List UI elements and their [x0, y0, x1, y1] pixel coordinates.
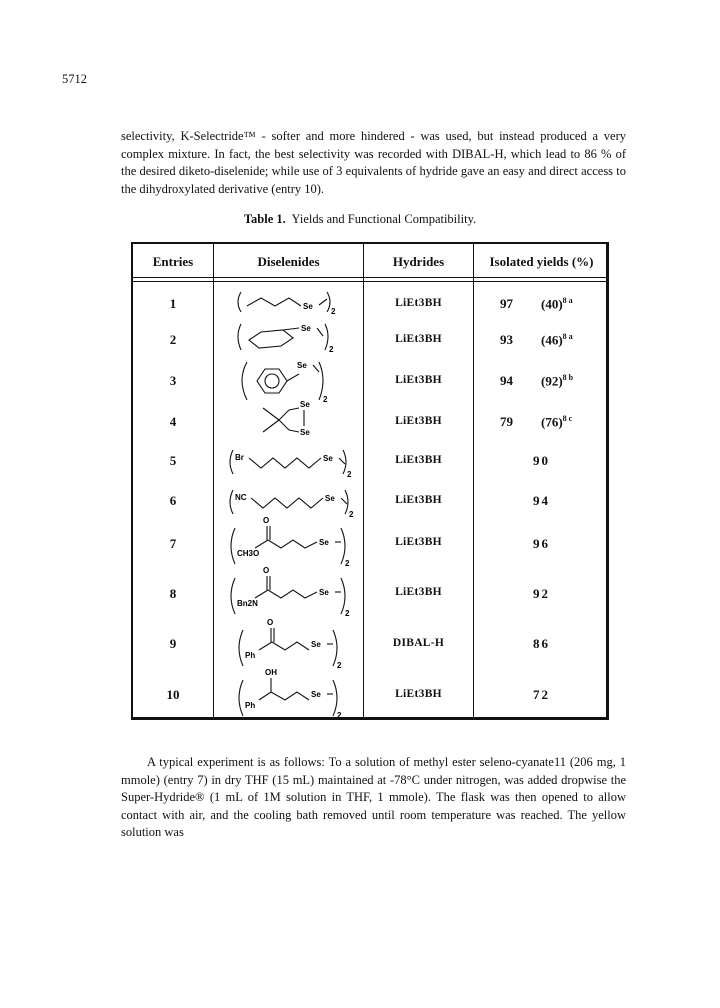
se-label: Se [325, 494, 335, 503]
hydride-cell: LiEt3BH [395, 297, 442, 309]
phenyl-label: Ph [245, 651, 256, 660]
se-label: Se [311, 690, 321, 699]
entry-number: 3 [169, 373, 177, 388]
header-diselenides: Diselenides [257, 254, 320, 269]
se-label: Se [300, 428, 310, 437]
diselenide-structure-10 [233, 666, 353, 722]
hydride-cell: LiEt3BH [395, 374, 442, 386]
hydride-cell: LiEt3BH [395, 415, 442, 427]
table-caption-text: Yields and Functional Compatibility. [291, 212, 477, 226]
table-caption [0, 212, 720, 227]
reference-marker: 8 a [562, 332, 573, 341]
reference-marker: 8 c [562, 414, 573, 423]
diselenide-structure-4 [253, 396, 333, 442]
isolated-yield: 79 [500, 414, 513, 429]
se-label: Se [311, 640, 321, 649]
reference-marker: 8 b [562, 373, 574, 382]
page-number: 5712 [62, 72, 87, 86]
body-paragraph-bottom: A typical experiment is as follows: To a solution of methyl ester seleno-cyanate11 (206 mg, 1 mmole) (entry 7) in dry THF (15 mL) maintained at -78°C under nitrogen, was added dropwise the Super-Hydride® (1 mL of 1M solution in THF, 1 mmole). The flask was then opened to allow contact with air, and the cooling bath removed until room temperature was reached. The yellow solution was [121, 755, 626, 839]
entry-number: 7 [169, 536, 177, 551]
literature-yield: $(76)^{8 c}$ [541, 414, 573, 430]
hydride-cell: LiEt3BH [395, 688, 442, 700]
diselenide-structure-2 [233, 318, 353, 358]
column-divider [213, 244, 214, 717]
nitrile-label: NC [235, 493, 247, 502]
diselenide-structure-5 [227, 444, 359, 480]
entry-number: 5 [169, 453, 177, 468]
hydride-cell: LiEt3BH [395, 536, 442, 548]
hydride-cell: LiEt3BH [395, 494, 442, 506]
multiplier-label: 2 [329, 345, 334, 354]
se-label: Se [319, 588, 329, 597]
header-isolated-yields: Isolated yields (%) [489, 254, 594, 269]
header-rule [133, 277, 606, 278]
diselenide-structure-8 [227, 564, 359, 620]
multiplier-label: 2 [331, 307, 336, 316]
literature-yield: $(46)^{8 a}$ [541, 332, 573, 348]
results-table [131, 242, 609, 720]
multiplier-label: 2 [337, 711, 342, 720]
se-label: Se [301, 324, 311, 333]
dibenzylamino-label: Bn2N [237, 599, 258, 608]
diselenide-structure-9 [233, 616, 353, 672]
multiplier-label: 2 [337, 661, 342, 670]
multiplier-label: 2 [323, 395, 328, 404]
multiplier-label: 2 [347, 470, 352, 479]
isolated-yield: 94 [500, 373, 513, 388]
header-entries: Entries [152, 254, 194, 269]
literature-yield: $(40)^{8 a}$ [541, 296, 573, 312]
oxygen-label: O [263, 566, 270, 575]
body-paragraph-top: selectivity, K-Selectride™ - softer and more hindered - was used, but instead produced a very complex mixture. In fact, the best selectivity was recorded with DIBAL-H, which lead to 86 % of the desired diketo-diselenide; while use of 3 equivalents of hydride gave an easy and direct access to the dihydroxylated derivative (entry 10). [121, 129, 626, 196]
oxygen-label: O [267, 618, 274, 627]
header-rule [133, 281, 606, 282]
oxygen-label: O [263, 516, 270, 525]
entry-number: 10 [166, 687, 180, 702]
isolated-yield: 90 [533, 453, 550, 468]
multiplier-label: 2 [345, 559, 350, 568]
table-caption-label: Table 1. [243, 212, 286, 226]
se-label: Se [323, 454, 333, 463]
diselenide-structure-1 [233, 286, 353, 320]
entry-number: 6 [169, 493, 177, 508]
isolated-yield: 94 [533, 493, 550, 508]
hydride-cell: LiEt3BH [395, 333, 442, 345]
isolated-yield: 92 [533, 586, 550, 601]
se-label: Se [303, 302, 313, 311]
entry-number: 9 [169, 636, 177, 651]
entry-number: 2 [169, 332, 177, 347]
multiplier-label: 2 [349, 510, 354, 519]
isolated-yield: 96 [533, 536, 550, 551]
se-label: Se [319, 538, 329, 547]
hydride-cell: DIBAL-H [392, 637, 445, 649]
bromine-label: Br [235, 453, 244, 462]
isolated-yield: 86 [533, 636, 550, 651]
methoxy-label: CH3O [237, 549, 260, 558]
diselenide-structure-7 [227, 514, 359, 570]
hydride-cell: LiEt3BH [395, 586, 442, 598]
reference-marker: 8 a [562, 296, 573, 305]
entry-number: 4 [169, 414, 177, 429]
isolated-yield: 72 [533, 687, 550, 702]
entry-number: 8 [169, 586, 177, 601]
multiplier-label: 2 [345, 609, 350, 618]
entry-number: 1 [169, 296, 177, 311]
phenyl-label: Ph [245, 701, 256, 710]
isolated-yield: 97 [500, 296, 513, 311]
hydroxyl-label: OH [265, 668, 277, 677]
hydride-cell: LiEt3BH [395, 454, 442, 466]
se-label: Se [297, 361, 307, 370]
literature-yield: $(92)^{8 b}$ [541, 373, 574, 389]
isolated-yield: 93 [500, 332, 513, 347]
se-label: Se [300, 400, 310, 409]
header-hydrides: Hydrides [392, 254, 445, 269]
